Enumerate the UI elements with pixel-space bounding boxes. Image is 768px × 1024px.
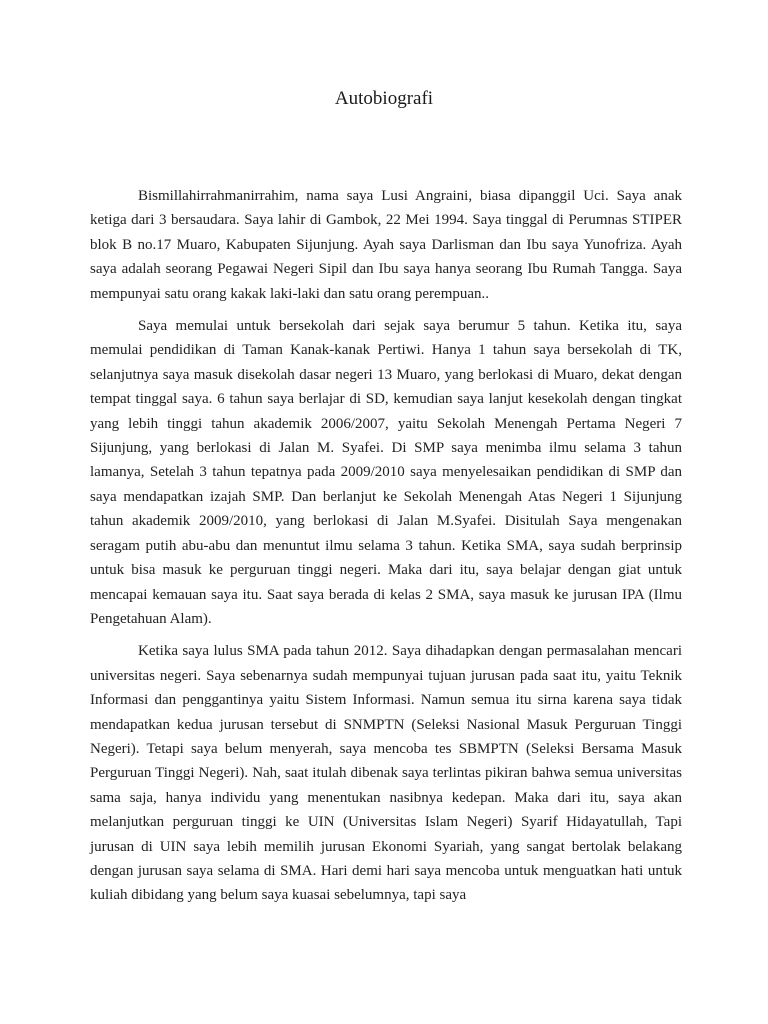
paragraph-3: Ketika saya lulus SMA pada tahun 2012. Saya dihadapkan dengan permasalahan mencari universitas negeri. Saya sebenarnya sudah mempunyai tujuan jurusan pada saat itu, yaitu Teknik Informasi dan penggantinya yaitu Sistem Informasi. Namun semua itu sirna karena saya tidak mendapatkan kedua jurusan tersebut di SNMPTN (Seleksi Nasional Masuk Perguruan Tinggi Negeri). Tetapi saya belum menyerah, saya mencoba tes SBMPTN (Seleksi Bersama Masuk Perguruan Tinggi Negeri). Nah, saat itulah dibenak saya terlintas pikiran bahwa semua universitas sama saja, hanya individu yang menentukan nasibnya kedepan. Maka dari itu, saya akan melanjutkan perguruan tinggi ke UIN (Universitas Islam Negeri) Syarif Hidayatullah, Tapi jurusan di UIN saya lebih memilih jurusan Ekonomi Syariah, yang sangat bertolak belakang dengan jurusan saya selama di SMA. Hari demi hari saya mencoba untuk menguatkan hati untuk kuliah dibidang yang belum saya kuasai sebelumnya, tapi saya — [90, 643, 682, 904]
document-title: Autobiografi — [334, 88, 434, 109]
paragraph-1: Bismillahirrahmanirrahim, nama saya Lusi Angraini, biasa dipanggil Uci. Saya anak ketiga dari 3 bersaudara. Saya lahir di Gambok, 22 Mei 1994. Saya tinggal di Perumnas STIPER blok B no.17 Muaro, Kabupaten Sijunjung. Ayah saya Darlisman dan Ibu saya Yunofriza. Ayah saya adalah seorang Pegawai Negeri Sipil dan Ibu saya hanya seorang Ibu Rumah Tangga. Saya mempunyai satu orang kakak laki-laki dan satu orang perempuan.. — [90, 188, 682, 302]
paragraph-2: Saya memulai untuk bersekolah dari sejak saya berumur 5 tahun. Ketika itu, saya memulai pendidikan di Taman Kanak-kanak Pertiwi. Hanya 1 tahun saya bersekolah di TK, selanjutnya saya masuk disekolah dasar negeri 13 Muaro, yang berlokasi di Muaro, dekat dengan tempat tinggal saya. 6 tahun saya berlajar di SD, kemudian saya lanjut kesekolah dengan tingkat yang lebih tinggi tahun akademik 2006/2007, yaitu Sekolah Menengah Pertama Negeri 7 Sijunjung, yang berlokasi di Jalan M. Syafei. Di SMP saya menimba ilmu selama 3 tahun lamanya, Setelah 3 tahun tepatnya pada 2009/2010 saya menyelesaikan pendidikan di SMP dan saya mendapatkan izajah SMP. Dan berlanjut ke Sekolah Menengah Atas Negeri 1 Sijunjung tahun akademik 2009/2010, yang berlokasi di Jalan M.Syafei. Disitulah Saya mengenakan seragam putih abu-abu dan menuntut ilmu selama 3 tahun. Ketika SMA, saya sudah berprinsip untuk bisa masuk ke perguruan tinggi negeri. Maka dari itu, saya belajar dengan giat untuk mencapai kemauan saya itu. Saat saya berada di kelas 2 SMA, saya masuk ke jurusan IPA (Ilmu Pengetahuan Alam). — [90, 318, 682, 627]
document-body — [90, 184, 682, 916]
